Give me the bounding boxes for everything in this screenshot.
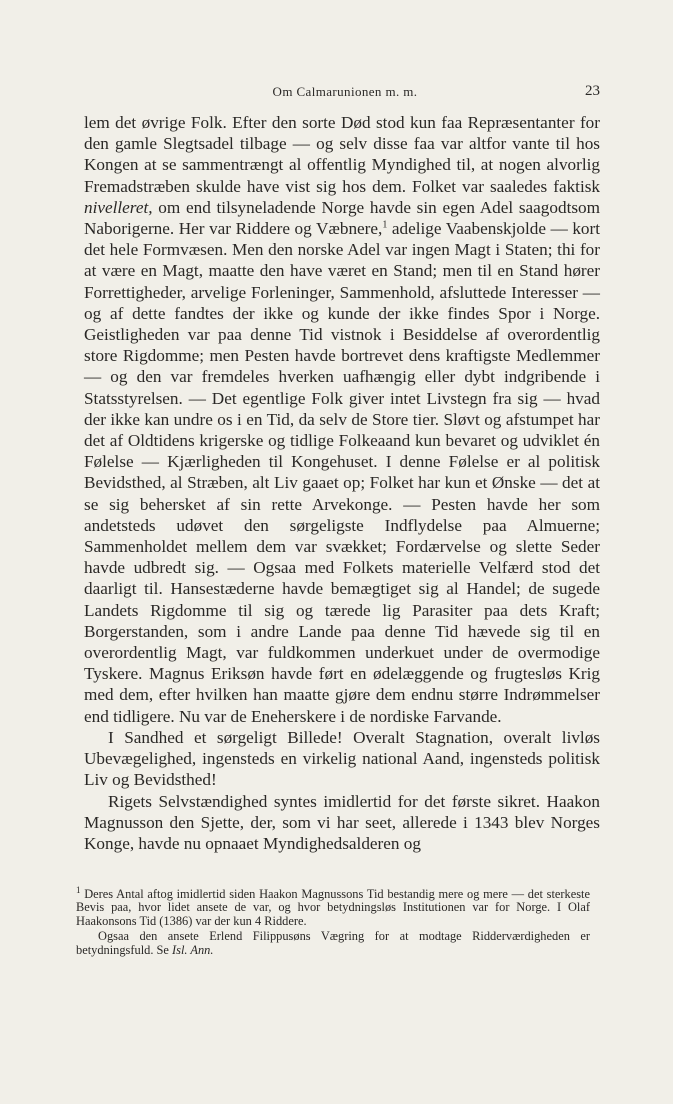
- paragraph-2: I Sandhed et sørgeligt Billede! Overalt Stagnation, overalt livløs Ubevægelighed, ingensteds en virkelig national Aand, ingensteds politisk Liv og Bevidsthed!: [84, 727, 600, 790]
- running-title: Om Calmarunionen m. m.: [272, 84, 418, 99]
- emphasis-nivelleret: nivelleret,: [84, 197, 153, 217]
- footnote-2-text: Ogsaa den ansete Erlend Filippusøns Vægring for at modtage Ridderværdigheden er betydningsfuld. Se: [76, 929, 590, 957]
- body-text: [84, 112, 600, 854]
- paragraph-1-part-b: om end tilsyneladende Norge havde sin egen Adel saagodtsom Naborigerne. Her var Riddere og Væbnere,: [84, 197, 600, 239]
- page-number: 23: [585, 83, 600, 99]
- paragraph-1-part-a: lem det øvrige Folk. Efter den sorte Død stod kun faa Repræsentanter for den gamle Slegtsadel tilbage — og selv disse faa var altfor vante til hos Kongen at se sammentrængt al offentlig Myndighed til, at nogen alvorlig Fremadstræben skulde have vist sig hos dem. Folket var saaledes faktisk: [84, 113, 600, 196]
- paragraph-1: [84, 112, 600, 727]
- paragraph-3: Rigets Selvstændighed syntes imidlertid for det første sikret. Haakon Magnusson den Sjette, der, som vi har seet, allerede i 1343 blev Norges Konge, havde nu opnaaet Myndighedsalderen og: [84, 791, 600, 853]
- footnote-1: [76, 884, 590, 928]
- footnotes: [76, 884, 590, 957]
- footnote-reference[interactable]: 1: [382, 219, 388, 231]
- paragraph-1-part-c: adelige Vaabenskjolde — kort det hele Formvæsen. Men den norske Adel var ingen Magt i Staten; thi for at være en Magt, maatte den have været en Stand; men til en Stand hører Forrettigheder, arvelige Forleninger, Sammenhold, afsluttede Interesser — og af dette fandtes der ikke og kunde der ikke findes Spor i Norge. Geistligheden var paa denne Tid vistnok i Besiddelse af overordentlig store Rigdomme; men Pesten havde bortrevet dens kraftigste Medlemmer — og den var fremdeles hverken uafhængig eller dybt indgribende i Statsstyrelsen. — Det egentlige Folk giver intet Livstegn fra sig — hvad der ikke kan undre os i en Tid, da selv de Store tier. Sløvt og afstumpet har det af Oldtidens krigerske og tidlige Folkeaand kun bevaret og udviklet én Følelse — Kjærligheden til Kongehuset. I denne Følelse er al politisk Bevidsthed, al Stræben, alt Liv gaaet op; Folket har kun et Ønske — det at se sig behersket af sin rette Arvekonge. — Pesten havde her som andetsteds udøvet den sørgeligste Indflydelse paa Almuerne; Sammenholdet mellem dem var svækket; Fordærvelse og slette Seder havde udbredt sig. — Ogsaa med Folkets materielle Velfærd stod det daarligt til. Hansestæderne havde bemægtiget sig al Handel; de sugede Landets Rigdomme til sig og tærede lig Parasiter paa dets Kraft; Borgerstanden, som i andre Lande paa denne Tid hævede sig til en overordentlig Magt, var fuldkommen underkuet under de overmodige Tyskere. Magnus Eriksøn havde ført en ødelæggende og frugtesløs Krig med dem, efter hvilken han maatte gjøre dem endnu større Indrømmelser end tidligere. Nu var de Eneherskere i de nordiske Farvande.: [84, 219, 601, 726]
- footnote-1-marker: 1: [76, 884, 81, 895]
- footnote-1-text: Deres Antal aftog imidlertid siden Haakon Magnussons Tid bestandig mere og mere — det sterkeste Bevis paa, hvor lidet ansete de var, og hvor betydningsløs Institutionen var for Norge. I Olaf Haakonsons Tid (1386) var der kun 4 Riddere.: [76, 887, 590, 928]
- footnote-2-citation: Isl. Ann.: [172, 942, 214, 957]
- page-header: [90, 84, 600, 106]
- footnote-2: [76, 930, 590, 957]
